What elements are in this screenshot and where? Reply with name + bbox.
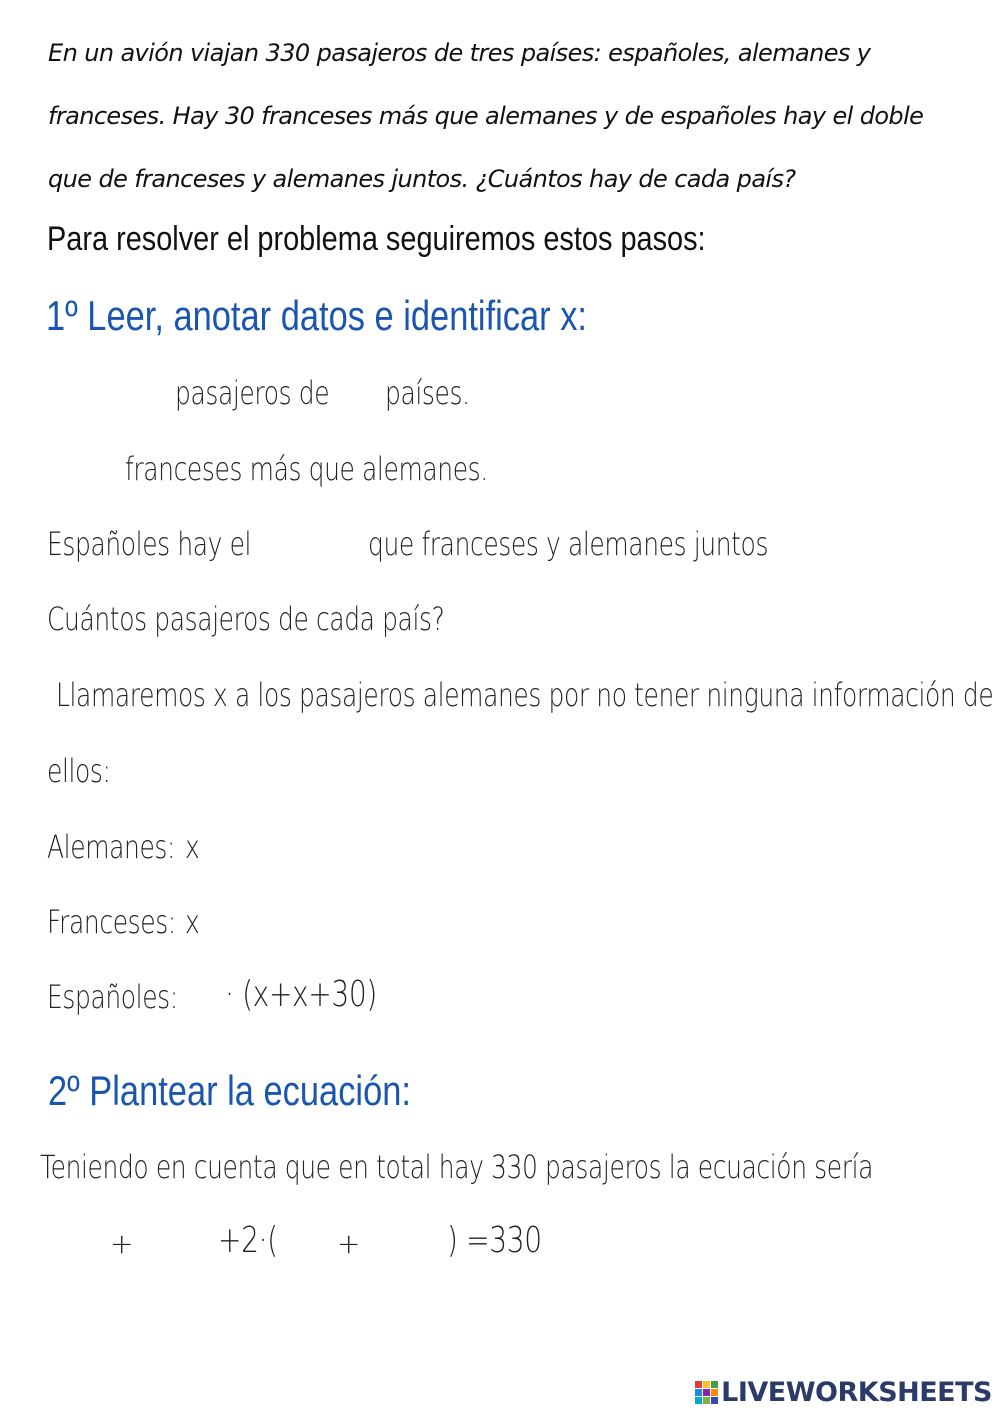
liveworksheets-logo[interactable] xyxy=(695,1377,992,1408)
espanoles-value: · (x+x+30) xyxy=(225,974,377,1015)
logo-square xyxy=(703,1381,710,1388)
logo-square xyxy=(703,1397,710,1404)
logo-mark-icon xyxy=(695,1381,718,1404)
data3-text-a: Españoles hay el xyxy=(47,525,252,563)
problem-statement xyxy=(48,22,984,211)
logo-square xyxy=(711,1381,718,1388)
equation-end: ) =330 xyxy=(447,1220,542,1261)
alemanes-label: Alemanes: xyxy=(47,828,176,866)
steps-intro: Para resolver el problema seguiremos estos pasos: xyxy=(47,220,706,258)
equation-plus-1: + xyxy=(110,1227,134,1260)
x-definition-line-2: ellos: xyxy=(47,752,111,790)
logo-square xyxy=(711,1397,718,1404)
equation-middle: +2·( xyxy=(218,1220,278,1261)
data1-text-a: pasajeros de xyxy=(175,374,330,412)
step1-heading: 1º Leer, anotar datos e identificar x: xyxy=(46,292,587,339)
step2-heading: 2º Plantear la ecuación: xyxy=(48,1067,411,1114)
logo-brand-text: LIVEWORKSHEETS xyxy=(721,1377,992,1408)
data3-text-b: que franceses y alemanes juntos xyxy=(368,525,769,563)
logo-square xyxy=(695,1397,702,1404)
alemanes-value: x xyxy=(185,828,200,866)
x-definition-line-1: Llamaremos x a los pasajeros alemanes por no tener ninguna información de xyxy=(56,676,994,714)
data1-text-b: países. xyxy=(385,374,470,412)
logo-square xyxy=(695,1389,702,1396)
problem-line-1: En un avión viajan 330 pasajeros de tres países: españoles, alemanes y xyxy=(48,39,871,67)
equation-sentence: Teniendo en cuenta que en total hay 330 pasajeros la ecuación sería xyxy=(40,1148,874,1186)
problem-line-2: franceses. Hay 30 franceses más que alemanes y de españoles hay el doble xyxy=(48,102,924,130)
logo-square xyxy=(695,1381,702,1388)
problem-line-3: que de franceses y alemanes juntos. ¿Cuántos hay de cada país? xyxy=(48,165,796,193)
logo-square xyxy=(711,1389,718,1396)
logo-square xyxy=(703,1389,710,1396)
franceses-label: Franceses: xyxy=(47,903,176,941)
equation-plus-2: + xyxy=(337,1227,361,1260)
espanoles-label: Españoles: xyxy=(47,978,178,1016)
data2-text: franceses más que alemanes. xyxy=(125,450,488,488)
franceses-value: x xyxy=(185,903,200,941)
question-text: Cuántos pasajeros de cada país? xyxy=(47,600,445,638)
